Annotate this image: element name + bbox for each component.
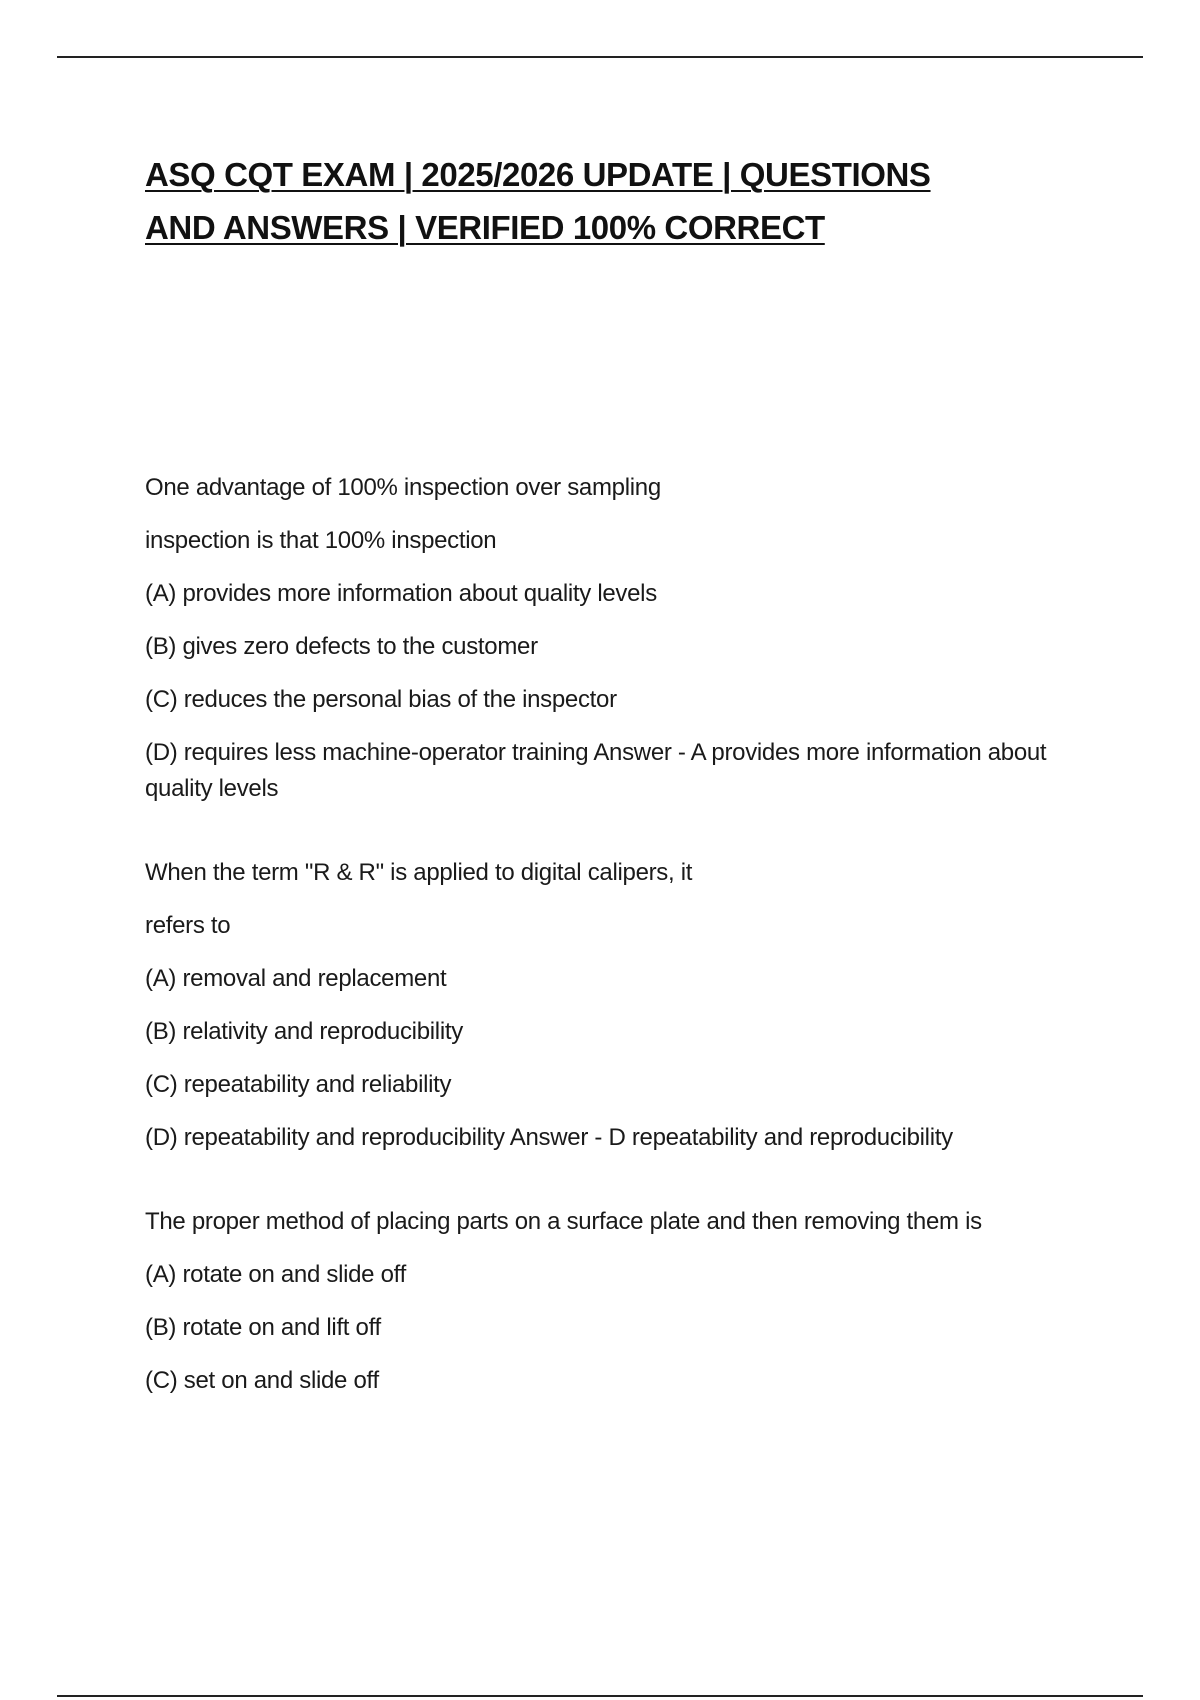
question-2-option-b: (B) relativity and reproducibility xyxy=(145,1018,463,1045)
question-list xyxy=(145,470,1075,1399)
question-3-stem: The proper method of placing parts on a surface plate and then removing them is xyxy=(145,1208,982,1235)
header-rule xyxy=(57,56,1143,58)
question-1-option-a: (A) provides more information about quality levels xyxy=(145,580,657,607)
question-2-stem-line-2: refers to xyxy=(145,912,231,939)
document-title-line-2: AND ANSWERS | VERIFIED 100% CORRECT xyxy=(145,209,825,246)
question-1-option-d-answer: (D) requires less machine-operator training Answer - A provides more information about quality levels xyxy=(145,739,1047,802)
question-3-option-b: (B) rotate on and lift off xyxy=(145,1314,381,1341)
page-content xyxy=(145,148,1075,1447)
question-2-stem-line-1: When the term "R & R" is applied to digital calipers, it xyxy=(145,859,693,886)
question-1 xyxy=(145,470,1075,807)
footer-rule xyxy=(57,1695,1143,1697)
document-title-line-1: ASQ CQT EXAM | 2025/2026 UPDATE | QUESTIONS xyxy=(145,156,931,193)
question-1-stem-line-2: inspection is that 100% inspection xyxy=(145,527,497,554)
question-2-option-d-answer: (D) repeatability and reproducibility Answer - D repeatability and reproducibility xyxy=(145,1124,953,1151)
question-3-option-a: (A) rotate on and slide off xyxy=(145,1261,406,1288)
question-2-option-a: (A) removal and replacement xyxy=(145,965,447,992)
question-1-option-c: (C) reduces the personal bias of the inspector xyxy=(145,686,617,713)
question-3 xyxy=(145,1204,1075,1399)
question-3-option-c: (C) set on and slide off xyxy=(145,1367,379,1394)
question-2-option-c: (C) repeatability and reliability xyxy=(145,1071,452,1098)
question-1-option-b: (B) gives zero defects to the customer xyxy=(145,633,538,660)
question-2 xyxy=(145,855,1075,1156)
question-1-stem-line-1: One advantage of 100% inspection over sampling xyxy=(145,474,661,501)
document-title xyxy=(145,148,1075,254)
